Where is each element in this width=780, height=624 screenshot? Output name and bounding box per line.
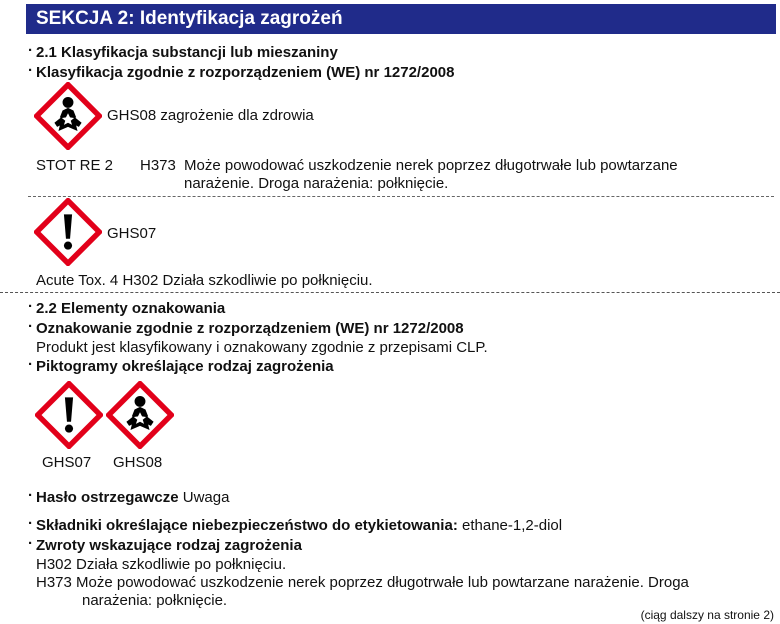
h373-statement-line1: H373 Może powodować uszkodzenie nerek poprzez długotrwałe lub powtarzane narażenie. Droga — [36, 574, 689, 591]
components-value: ethane-1,2-diol — [462, 517, 563, 534]
stot-hcode: H373 — [140, 157, 176, 174]
bullet-dot: · — [28, 62, 33, 79]
pictograms-heading: Piktogramy określające rodzaj zagrożenia — [36, 358, 334, 375]
bullet-dot: · — [28, 42, 33, 59]
ghs07-exclamation-icon — [35, 381, 103, 449]
ghs07-label: GHS07 — [107, 225, 157, 242]
divider — [28, 196, 774, 197]
acute-tox-line: Acute Tox. 4 H302 Działa szkodliwie po połknięciu. — [36, 272, 373, 289]
bullet-dot: · — [28, 487, 33, 504]
bullet-dot: · — [28, 515, 33, 532]
s22-heading: 2.2 Elementy oznakowania — [36, 300, 226, 317]
ghs08-health-hazard-icon — [106, 381, 174, 449]
clp-text: Produkt jest klasyfikowany i oznakowany zgodnie z przepisami CLP. — [36, 339, 488, 356]
stot-code: STOT RE 2 — [36, 157, 113, 174]
s21-subheading: Klasyfikacja zgodnie z rozporządzeniem (WE) nr 1272/2008 — [36, 64, 455, 81]
bullet-dot: · — [28, 535, 33, 552]
stot-text-line2: narażenie. Droga narażenia: połknięcie. — [184, 175, 449, 192]
bullet-dot: · — [28, 356, 33, 373]
ghs08-label: GHS08 zagrożenie dla zdrowia — [107, 107, 314, 124]
signal-word-line — [36, 489, 229, 506]
components-label: Składniki określające niebezpieczeństwo do etykietowania: — [36, 517, 458, 534]
bullet-dot: · — [28, 318, 33, 335]
ghs08-health-hazard-icon — [34, 82, 102, 150]
h373-statement-line2: narażenia: połknięcie. — [82, 592, 228, 609]
hazard-heading: Zwroty wskazujące rodzaj zagrożenia — [36, 537, 302, 554]
s21-heading: 2.1 Klasyfikacja substancji lub mieszaniny — [36, 44, 338, 61]
continued-note: (ciąg dalszy na stronie 2) — [640, 608, 774, 622]
components-line — [36, 517, 562, 534]
stot-text-line1: Może powodować uszkodzenie nerek poprzez długotrwałe lub powtarzane — [184, 157, 678, 174]
section-header — [26, 4, 776, 34]
section-title: SEKCJA 2: Identyfikacja zagrożeń — [36, 8, 343, 29]
bullet-dot: · — [28, 298, 33, 315]
ghs07-exclamation-icon — [34, 198, 102, 266]
h302-statement: H302 Działa szkodliwie po połknięciu. — [36, 556, 287, 573]
picto-label-ghs07: GHS07 — [42, 454, 92, 471]
section-divider — [0, 292, 780, 293]
s22-subheading: Oznakowanie zgodnie z rozporządzeniem (WE) nr 1272/2008 — [36, 320, 464, 337]
picto-label-ghs08: GHS08 — [113, 454, 163, 471]
signal-value: Uwaga — [182, 489, 230, 506]
signal-label: Hasło ostrzegawcze — [36, 489, 179, 506]
